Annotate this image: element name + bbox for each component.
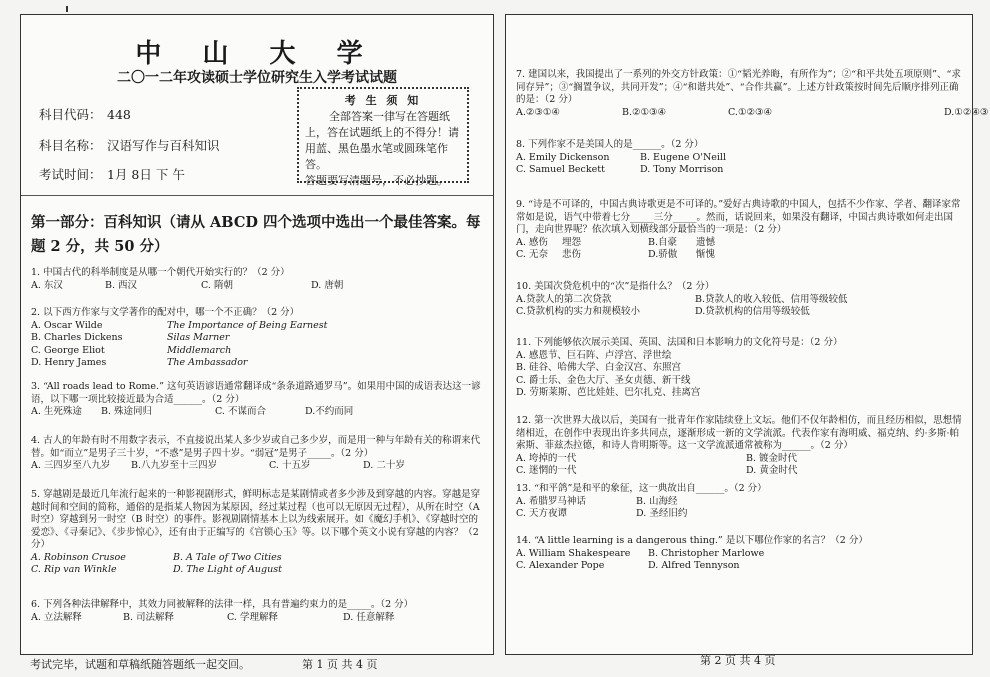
option-d-author: D. Henry James <box>31 357 107 368</box>
option-a: A. 希腊罗马神话 <box>516 495 586 507</box>
question-text: 13. “和平鸽”是和平的象征，这一典故出自______。（2 分） <box>516 483 767 494</box>
option-d: D. Tony Morrison <box>640 164 724 175</box>
question-12 <box>516 415 962 478</box>
option-d-second: 惭愧 <box>696 249 716 260</box>
option-c: C.贷款机构的实力和规模较小 <box>516 306 640 317</box>
exam-title: 二〇一二年攻读硕士学位研究生入学考试试题 <box>117 70 397 86</box>
question-text: 11. 下列能够依次展示美国、英国、法国和日本影响力的文化符号是：（2 分） <box>516 337 843 348</box>
option-b-author: B. Charles Dickens <box>31 332 123 343</box>
option-a: A. 生死殊途 <box>31 406 82 417</box>
meta-label: 考试时间： <box>39 167 102 182</box>
option-d: D. 黄金时代 <box>746 465 798 476</box>
option-d: D. 圣经旧约 <box>636 508 688 519</box>
option-a: A. 东汉 <box>31 279 63 291</box>
option-d-work: The Ambassador <box>167 357 248 368</box>
option-b-work: Silas Marner <box>167 332 230 343</box>
question-14 <box>516 535 962 573</box>
page1-footer <box>30 656 410 672</box>
option-d: D. 任意解释 <box>343 611 395 623</box>
question-text: 1. 中国古代的科举制度是从哪一个朝代开始实行的？（2 分） <box>31 267 290 278</box>
option-c: C. 隋朝 <box>201 279 233 291</box>
option-c: C. 十五岁 <box>269 460 311 471</box>
university-name: 中 山 大 学 <box>135 39 379 69</box>
meta-label: 科目名称： <box>39 138 102 153</box>
option-b: B. 硅谷、哈佛大学、白金汉宫、东照宫 <box>516 362 682 373</box>
option-c-author: C. George Eliot <box>31 344 105 356</box>
notice-line: 答题要写清题号，不必抄题。 <box>305 174 448 187</box>
header-divider <box>21 195 493 196</box>
question-text: 10. 美国次贷危机中的“次”是指什么？（2 分） <box>516 281 715 292</box>
option-b-second: 遗憾 <box>696 236 716 248</box>
question-7 <box>516 69 989 119</box>
page-number: 第 2 页 共 4 页 <box>700 654 776 667</box>
option-c: C. 无奈 <box>516 249 548 260</box>
option-c: C. 爵士乐、金色大厅、圣女贞德、新干线 <box>516 374 691 386</box>
option-a: A. William Shakespeare <box>516 547 631 559</box>
option-b: B.八九岁至十三四岁 <box>131 460 218 471</box>
option-b: B. A Tale of Two Cities <box>173 551 282 563</box>
meta-label: 科目代码： <box>39 107 102 122</box>
question-text: 12. 第一次世界大战以后，美国有一批青年作家陆续登上文坛。他们不仅年龄相仿，而且经历相似，思想情绪相近，在创作中表现出许多共同点，逐渐形成一新的文学流派。代表作家有海明威、福克纳、约·多斯·帕索斯、菲兹杰拉德，和诗人肯明斯等。这一文学流派通常被称为______。（2 分） <box>516 415 962 451</box>
option-c: C. Samuel Beckett <box>516 164 605 175</box>
exam-page-1 <box>20 14 494 655</box>
option-d: D.骄傲 <box>648 249 678 260</box>
question-text: 4. 古人的年龄有时不用数字表示，不直接说出某人多少岁或自己多少岁，而是用一种与年龄有关的称谓来代替。如“而立”是男子三十岁，“不惑”是男子四十岁。“弱冠”是男子_____。（2 分） <box>31 435 481 459</box>
question-5 <box>31 489 483 577</box>
page-number: 第 1 页 共 4 页 <box>302 658 378 671</box>
question-text: 14. “A little learning is a dangerous thing.” 是以下哪位作家的名言？（2 分） <box>516 535 868 546</box>
question-11 <box>516 337 962 400</box>
option-d: D.贷款机构的信用等级较低 <box>695 306 810 317</box>
option-d: D.不约而同 <box>305 406 354 417</box>
option-c: C.①②③④ <box>728 106 773 118</box>
exam-page-2 <box>505 14 989 655</box>
notice-line: 用蓝、黑色墨水笔或圆珠笔作答。 <box>305 142 448 171</box>
option-c: C. Rip van Winkle <box>31 564 117 575</box>
question-text: 2. 以下西方作家与文学著作的配对中，哪一个不正确？（2 分） <box>31 307 300 318</box>
option-b: B.②①③④ <box>622 106 667 118</box>
option-a: A. 三四岁至八九岁 <box>31 460 111 471</box>
option-a-second: 埋怨 <box>562 236 582 248</box>
option-b: B. 镀金时代 <box>746 452 798 464</box>
option-d: D. 唐朝 <box>311 279 344 291</box>
question-13 <box>516 483 962 521</box>
option-c-second: 悲伤 <box>562 249 582 260</box>
examinee-notice-box <box>297 87 469 187</box>
question-text: 5. 穿越剧是最近几年流行起来的一种影视剧形式，鲜明标志是某剧情或者多少涉及到穿越的内容。穿越是穿越时间和空间的简称，通俗的是指某人物因为某原因，经过某过程（也可以无原因无过程），从所在时空（A 时空）穿越到另一时空（B 时空）的事件。影视剧剧情基本上以为线索展开。如《魔幻手机》、《穿越时空的爱恋》、《寻秦记》、《步步惊心》，还有由于正编写的《宫锁心玉》等。以下哪个英文小说有穿越的内容？（2 分） <box>31 489 481 550</box>
section-title: 第一部分：百科知识（请从 ABCD 四个选项中选出一个最佳答案。每题 2 分，共 50 分） <box>31 214 481 255</box>
notice-title: 考 生 须 知 <box>344 94 422 107</box>
option-a: A. 垮掉的一代 <box>516 452 577 464</box>
question-text: 8. 下列作家不是美国人的是______。（2 分） <box>516 139 704 150</box>
option-c: C. 迷惘的一代 <box>516 465 577 476</box>
option-c-work: Middlemarch <box>167 344 232 356</box>
meta-value: 1月 8日 下 午 <box>107 167 185 182</box>
question-3 <box>31 381 483 419</box>
option-b: B. 山海经 <box>636 495 678 507</box>
option-c: C. 天方夜谭 <box>516 508 567 519</box>
option-a: A.贷款人的第二次贷款 <box>516 293 612 305</box>
option-b: B. 司法解释 <box>123 611 175 623</box>
question-6 <box>31 599 483 624</box>
option-a: A. Emily Dickenson <box>516 151 610 163</box>
option-b: B. Eugene O'Neill <box>640 151 726 163</box>
option-a: A. 感伤 <box>516 236 548 248</box>
option-b: B.贷款人的收入较低、信用等级较低 <box>695 293 848 305</box>
subject-name-row <box>39 136 220 154</box>
option-a: A. 立法解释 <box>31 611 82 623</box>
option-d: D. The Light of August <box>173 564 282 575</box>
question-2 <box>31 307 483 370</box>
option-b: B. 西汉 <box>105 279 138 291</box>
question-text: 9. “诗是不可译的，中国古典诗歌更是不可译的。”爱好古典诗歌的中国人，包括不少作家、学者、翻译家常常如是说，语气中带着七分_____三分_____。然而，话说回来，如果没有翻译，中国古典诗歌如何走出国门，走向世界呢？依次填入划横线部分最恰当的一项是：（2 分） <box>516 199 961 235</box>
option-b: B. 殊途同归 <box>101 406 153 417</box>
option-d: D. 二十岁 <box>363 460 405 471</box>
question-10 <box>516 281 962 319</box>
question-1 <box>31 267 483 292</box>
question-9 <box>516 199 962 262</box>
meta-value: 448 <box>107 107 131 122</box>
question-text: 7. 建国以来，我国提出了一系列的外交方针政策：①“韬光养晦，有所作为”；②“和平共处五项原则”、“求同存异”；③“搁置争议，共同开发”；④“和谐共处”、“合作共赢”。上述方针政策按时间先后顺序排列正确的是：（2 分） <box>516 69 961 105</box>
question-text: 6. 下列各种法律解释中，其效力同被解释的法律一样，具有普遍约束力的是_____。（2 分） <box>31 599 414 610</box>
exam-time-row <box>39 165 185 183</box>
subject-code-row <box>39 105 131 123</box>
footer-note: 考试完毕，试题和草稿纸随答题纸一起交回。 <box>30 658 250 671</box>
question-text: 3. “All roads lead to Rome.” 这句英语谚语通常翻译成“条条道路通罗马”。如果用中国的成语表达这一谚语，以下哪一项比较接近最为合适______。（2 分） <box>31 381 481 405</box>
option-b: B. Christopher Marlowe <box>648 547 765 559</box>
option-c: C. 不谋而合 <box>215 406 266 417</box>
option-c: C. 学理解释 <box>227 611 278 623</box>
question-4 <box>31 435 483 473</box>
option-d: D. Alfred Tennyson <box>648 560 740 571</box>
option-b: B.自豪 <box>648 236 678 248</box>
option-d: D. 劳斯莱斯、芭比娃娃、巴尔扎克、挂离宫 <box>516 387 701 398</box>
meta-value: 汉语写作与百科知识 <box>107 138 220 153</box>
notice-line: 全部答案一律写在答题纸 <box>329 110 450 123</box>
option-a: A.②③①④ <box>516 106 560 118</box>
question-8 <box>516 139 962 177</box>
notice-line: 上，答在试题纸上的不得分！请 <box>305 126 459 139</box>
option-a-author: A. Oscar Wilde <box>31 319 103 331</box>
scan-speck <box>66 6 68 12</box>
option-c: C. Alexander Pope <box>516 560 605 571</box>
option-a-work: The Importance of Being Earnest <box>167 319 328 331</box>
option-a: A. 感恩节、巨石阵、卢浮宫、浮世绘 <box>516 349 672 361</box>
option-d: D.①②④③ <box>944 106 989 118</box>
option-a: A. Robinson Crusoe <box>31 551 126 563</box>
